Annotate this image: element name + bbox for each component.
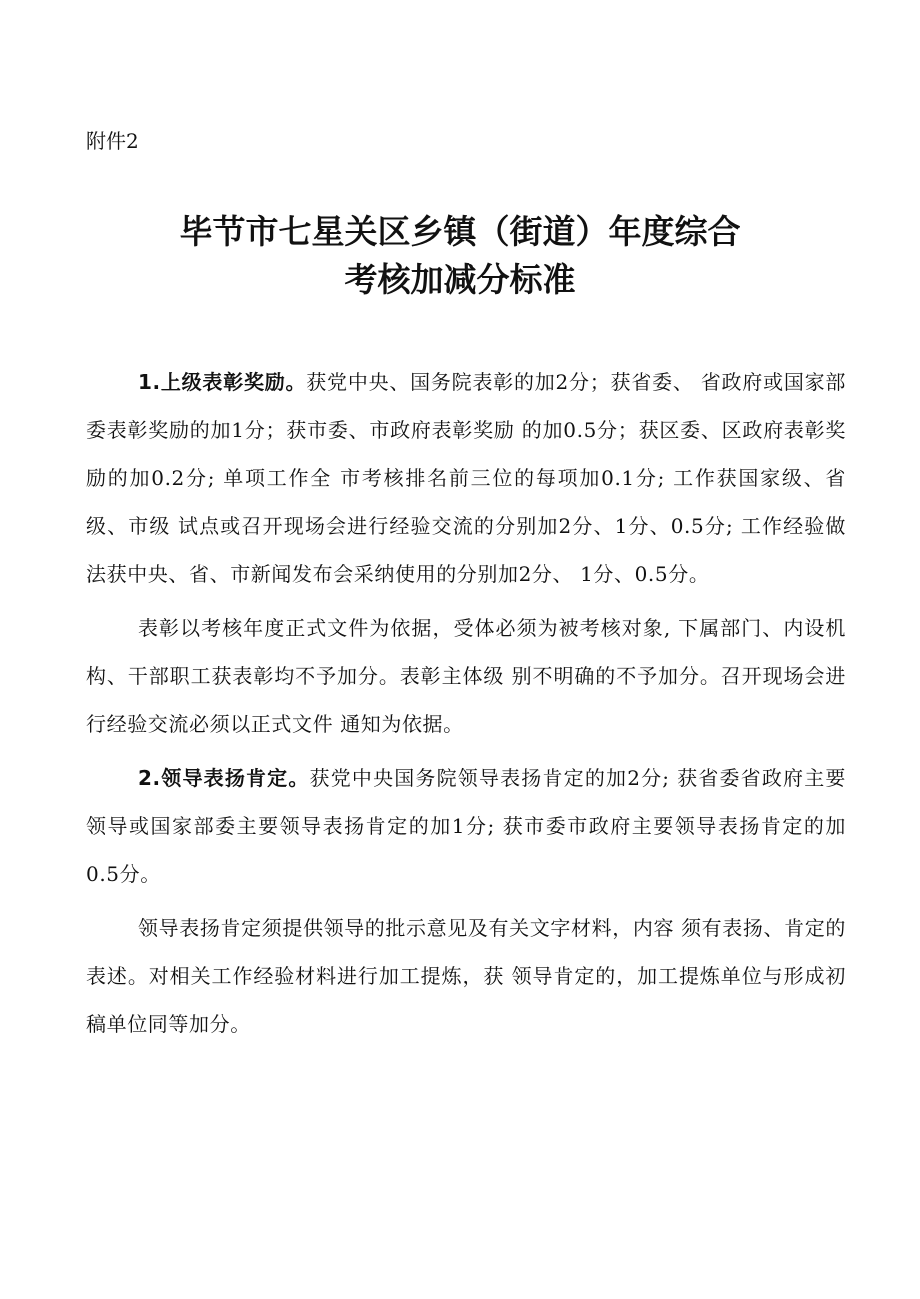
- section-2-paragraph: [86, 754, 846, 898]
- section-1-heading: 1.上级表彰奖励。: [138, 370, 307, 394]
- section-2-text: 获党中央国务院领导表扬肯定的加2分; 获省委省政府主要领导或国家部委主要领导表扬肯定的加1分; 获市委市政府主要领导表扬肯定的加0.5分。: [86, 766, 846, 886]
- title-line-1: 毕节市七星关区乡镇（街道）年度综合: [179, 212, 741, 251]
- document-body: [86, 358, 846, 1054]
- section-1-paragraph: [86, 358, 846, 598]
- section-1-text: 获党中央、国务院表彰的加2分；获省委、 省政府或国家部委表彰奖励的加1分；获市委、市政府表彰奖励 的加0.5分；获区委、区政府表彰奖励的加0.2分; 单项工作全 市考核排名前三位的每项加0.1分; 工作获国家级、省级、市级 试点或召开现场会进行经验交流的分别加2分、1分、0.5分; 工作经验做法获中央、省、市新闻发布会采纳使用的分别加2分、 1分、0.5分。: [86, 370, 846, 586]
- section-1-note: 表彰以考核年度正式文件为依据，受体必须为被考核对象, 下属部门、内设机构、干部职工获表彰均不予加分。表彰主体级 别不明确的不予加分。召开现场会进行经验交流必须以正式文件 通知为依据。: [86, 616, 846, 736]
- section-2-note: 领导表扬肯定须提供领导的批示意见及有关文字材料，内容 须有表扬、肯定的表述。对相关工作经验材料进行加工提炼，获 领导肯定的，加工提炼单位与形成初稿单位同等加分。: [86, 916, 846, 1036]
- attachment-label: 附件2: [86, 129, 139, 153]
- document-title: [0, 208, 920, 304]
- title-line-2: 考核加减分标准: [344, 260, 576, 299]
- section-2-heading: 2.领导表扬肯定。: [138, 766, 310, 790]
